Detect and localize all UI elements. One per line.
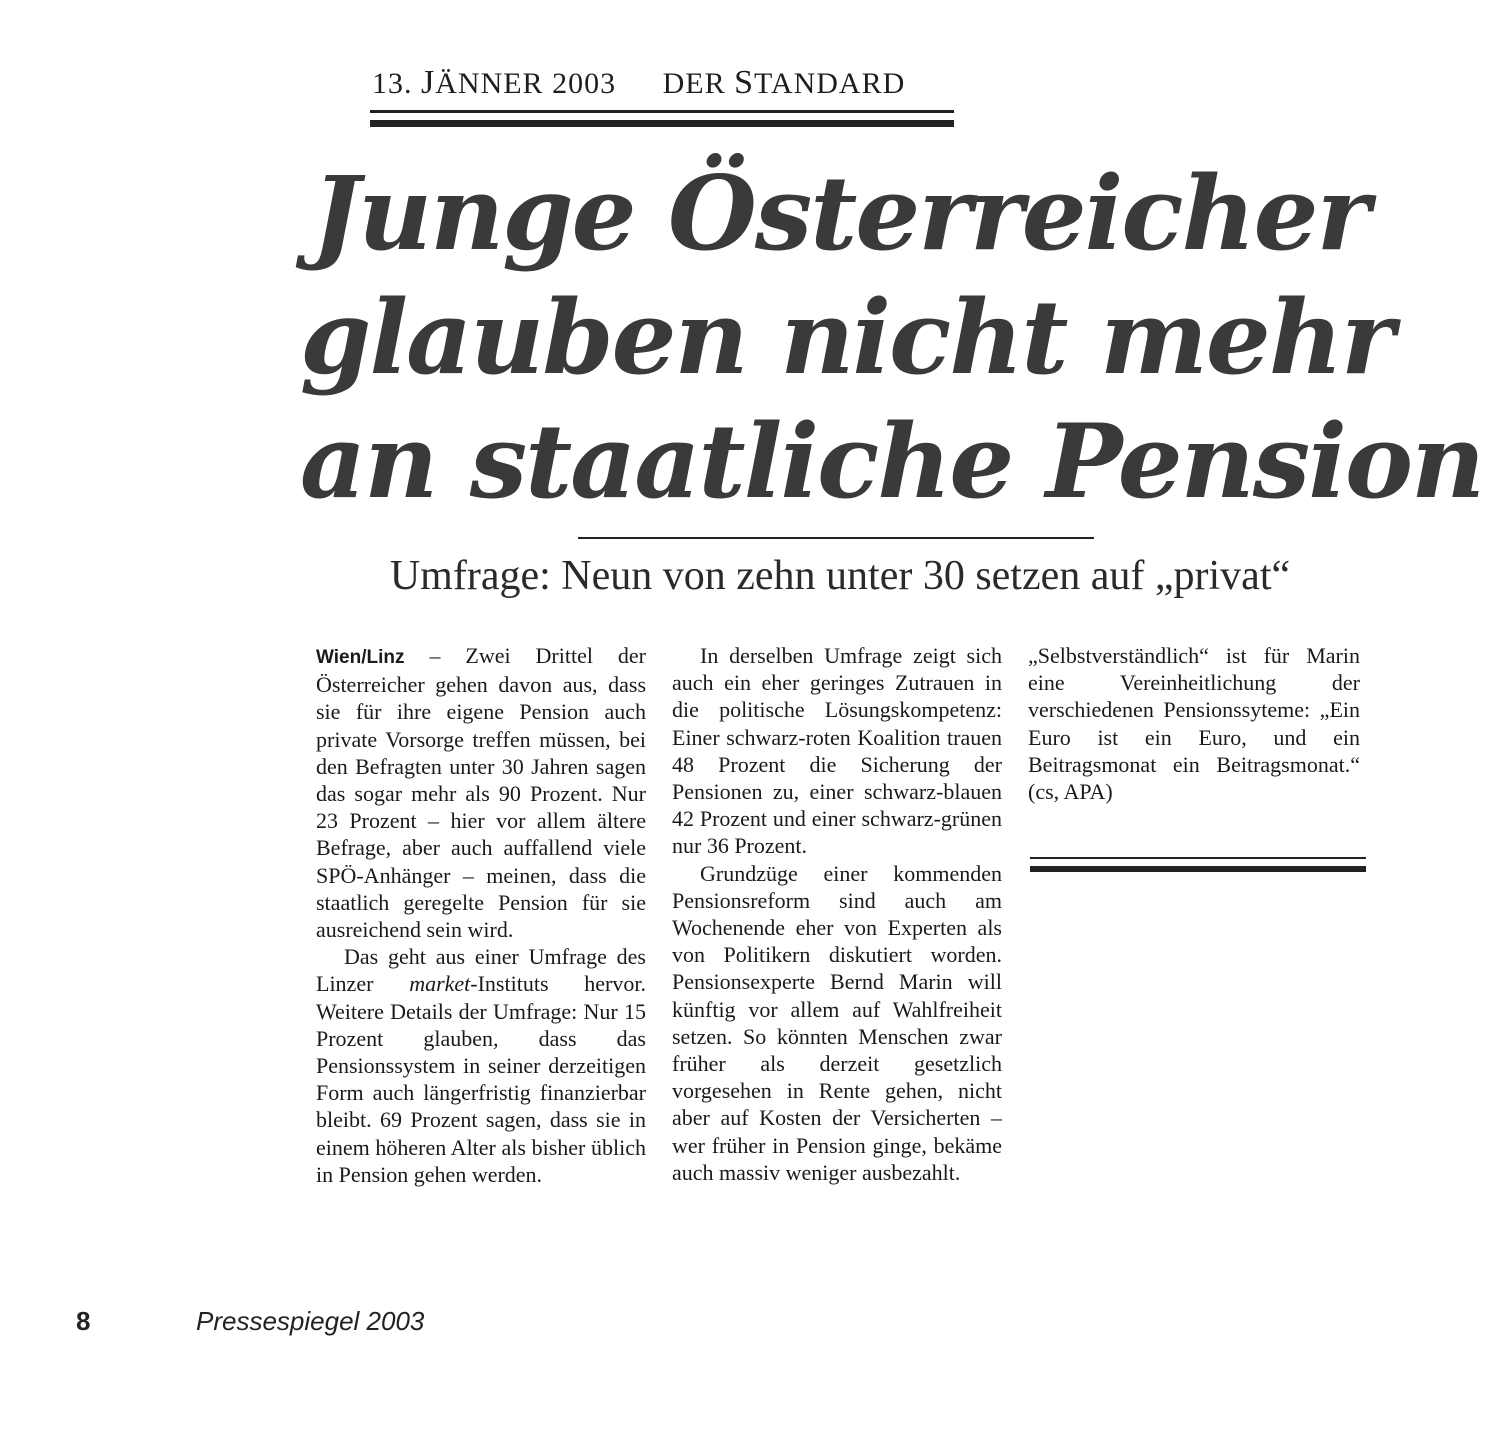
masthead bbox=[372, 64, 972, 102]
paragraph: Grundzüge einer kommenden Pensionsreform sind auch am Wochenende eher von Experten als von Politikern diskutiert worden. Pensionsexperte Bernd Marin will künftig vor allem auf Wahlfreiheit setzen. So könnten Menschen zwar früher als derzeit gesetzlich vorgesehen in Rente gehen, nicht aber auf Kosten der Versicherten – wer früher in Pension ginge, bekäme auch massiv weniger ausbezahlt. bbox=[672, 860, 1002, 1185]
paragraph: „Selbstverständlich“ ist für Marin eine Vereinheitlichung der verschiedenen Pensionssyteme: „Ein Euro ist ein Euro, und ein Beitragsmonat ein Beitragsmonat.“ (cs, APA) bbox=[1028, 643, 1360, 805]
masthead-rule-thick bbox=[370, 120, 954, 127]
article-column-2 bbox=[672, 642, 1002, 1186]
article-column-3 bbox=[1028, 642, 1360, 805]
headline-divider bbox=[578, 537, 1094, 539]
institute-name: market bbox=[409, 971, 471, 997]
headline-line: glauben nicht mehr bbox=[300, 278, 1393, 398]
article-end-rule-thin bbox=[1030, 857, 1366, 859]
paragraph: In derselben Umfrage zeigt sich auch ein eher geringes Zutrauen in die politische Lösungskompetenz: Einer schwarz-roten Koalition trauen 48 Prozent die Sicherung der Pensionen zu, einer schwarz-blauen 42 Prozent und einer schwarz-grünen nur 36 Prozent. bbox=[672, 643, 1002, 859]
article-column-1 bbox=[316, 642, 646, 1188]
masthead-rule-thin bbox=[370, 110, 954, 113]
masthead-paper-name: DER STANDARD bbox=[662, 64, 906, 101]
subheadline: Umfrage: Neun von zehn unter 30 setzen auf „privat“ bbox=[389, 553, 1291, 599]
headline bbox=[300, 152, 1484, 524]
masthead-date: 13. JÄNNER 2003 bbox=[372, 64, 617, 101]
paragraph: Wien/Linz – Zwei Drittel der Österreicher gehen davon aus, dass sie für ihre eigene Pension auch private Vorsorge treffen müssen, bei den Befragten unter 30 Jahren sagen das sogar mehr als 90 Prozent. Nur 23 Prozent – hier vor allem ältere Befrage, aber auch auffallend viele SPÖ-Anhänger – meinen, dass die staatlich geregelte Pension für sie ausreichend sein wird. bbox=[316, 643, 646, 943]
article-end-rule-thick bbox=[1030, 866, 1366, 872]
headline-line: an staatliche Pension bbox=[300, 402, 1484, 522]
paragraph: Das geht aus einer Umfrage des Linzer market-Instituts hervor. Weitere Details der Umfrage: Nur 15 Prozent glauben, dass das Pensionssystem in seiner derzeitigen Form auch längerfristig finanzierbar bleibt. 69 Prozent sagen, dass sie in einem höheren Alter als bisher üblich in Pension gehen werden. bbox=[316, 944, 646, 1187]
page-number: 8 bbox=[76, 1306, 91, 1336]
dateline: Wien/Linz bbox=[316, 647, 405, 668]
headline-line: Junge Österreicher bbox=[311, 154, 1369, 274]
publication-title: Pressespiegel 2003 bbox=[196, 1306, 425, 1336]
